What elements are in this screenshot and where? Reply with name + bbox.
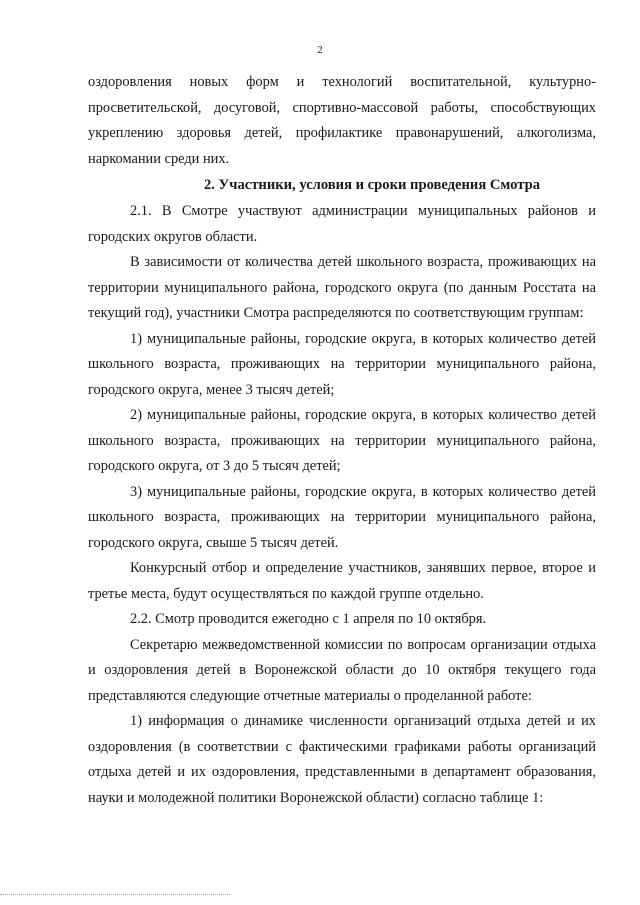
paragraph-groups-intro: В зависимости от количества детей школьного возраста, проживающих на территории муниципального района, городского округа (по данным Росстата на текущий год), участники Смотра распределяются по соответствующим группам: — [88, 254, 596, 321]
list-item-materials-1: 1) информация о динамике численности организаций отдыха детей и их оздоровления (в соответствии с фактическими графиками работы организаций отдыха детей и их оздоровления, представленными в департамент образования, науки и молодежной политики Воронежской области) согласно таблице 1: — [88, 713, 596, 806]
section-heading: 2. Участники, условия и сроки проведения Смотра — [203, 177, 541, 193]
document-body — [88, 70, 596, 811]
paragraph-2-2: 2.2. Смотр проводится ежегодно с 1 апреля по 10 октября. — [130, 611, 487, 627]
footer-divider — [0, 894, 230, 895]
list-item-group-1: 1) муниципальные районы, городские округа, в которых количество детей школьного возраста, проживающих на территории муниципального района, городского округа, менее 3 тысяч детей; — [88, 330, 596, 398]
list-item-group-3: 3) муниципальные районы, городские округа, в которых количество детей школьного возраста, проживающих на территории муниципального района, городского округа, свыше 5 тысяч детей. — [88, 483, 596, 551]
page-number: 2 — [317, 44, 323, 56]
list-item-group-2: 2) муниципальные районы, городские округа, в которых количество детей школьного возраста, проживающих на территории муниципального района, городского округа, от 3 до 5 тысяч детей; — [88, 407, 596, 474]
paragraph-continuation: оздоровления новых форм и технологий воспитательной, культурно-просветительской, досуговой, спортивно-массовой работы, способствующих укреплению здоровья детей, профилактике правонарушений, алкоголизма, наркомании среди них. — [88, 74, 596, 167]
paragraph-secretary: Секретарю межведомственной комиссии по вопросам организации отдыха и оздоровления детей в Воронежской области до 10 октября текущего года представляются следующие отчетные материалы о проделанной работе: — [88, 636, 596, 704]
paragraph-2-1: 2.1. В Смотре участвуют администрации муниципальных районов и городских округов области. — [88, 203, 596, 245]
paragraph-selection: Конкурсный отбор и определение участников, занявших первое, второе и третье места, будут осуществляться по каждой группе отдельно. — [88, 560, 596, 602]
